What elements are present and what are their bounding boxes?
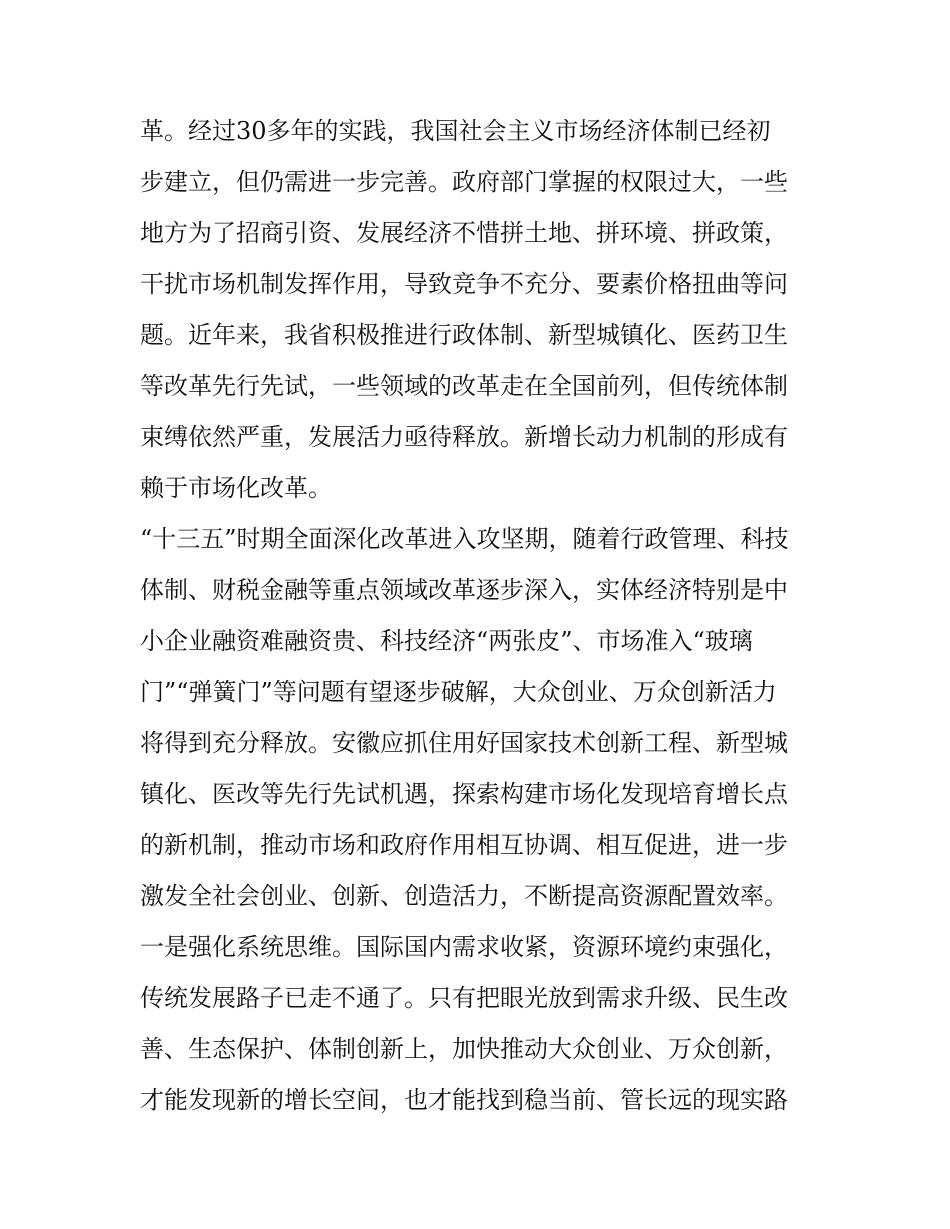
- text-line: 激发全社会创业、创新、创造活力，不断提高资源配置效率。: [140, 882, 788, 910]
- text-line: 一是强化系统思维。国际国内需求收紧，资源环境约束强化，: [140, 933, 788, 961]
- text-line: 才能发现新的增长空间，也才能找到稳当前、管长远的现实路: [140, 1086, 788, 1114]
- text-line: 传统发展路子已走不通了。只有把眼光放到需求升级、民生改: [140, 984, 788, 1012]
- document-body: [140, 106, 820, 1126]
- text-line: 赖于市场化改革。: [140, 474, 332, 502]
- text-line: 革。经过30多年的实践，我国社会主义市场经济体制已经初: [140, 117, 771, 145]
- text-line: 镇化、医改等先行先试机遇，探索构建市场化发现培育增长点: [140, 780, 788, 808]
- text-line: “十三五”时期全面深化改革进入攻坚期，随着行政管理、科技: [140, 525, 789, 553]
- text-line: 干扰市场机制发挥作用，导致竞争不充分、要素价格扭曲等问: [140, 270, 788, 298]
- text-line: 的新机制，推动市场和政府作用相互协调、相互促进，进一步: [140, 831, 788, 859]
- text-line: 等改革先行先试，一些领域的改革走在全国前列，但传统体制: [140, 372, 788, 400]
- text-line: 体制、财税金融等重点领域改革逐步深入，实体经济特别是中: [140, 576, 788, 604]
- text-line: 束缚依然严重，发展活力亟待释放。新增长动力机制的形成有: [140, 423, 788, 451]
- text-line: 门”“弹簧门”等问题有望逐步破解，大众创业、万众创新活力: [140, 678, 777, 706]
- text-line: 将得到充分释放。安徽应抓住用好国家技术创新工程、新型城: [140, 729, 788, 757]
- text-line: 小企业融资难融资贵、科技经济“两张皮”、市场准入“玻璃: [140, 627, 753, 655]
- text-line: 地方为了招商引资、发展经济不惜拼土地、拼环境、拼政策，: [140, 219, 788, 247]
- text-line: 善、生态保护、体制创新上，加快推动大众创业、万众创新，: [140, 1035, 788, 1063]
- text-line: 步建立，但仍需进一步完善。政府部门掌握的权限过大，一些: [140, 168, 788, 196]
- text-line: 题。近年来，我省积极推进行政体制、新型城镇化、医药卫生: [140, 321, 788, 349]
